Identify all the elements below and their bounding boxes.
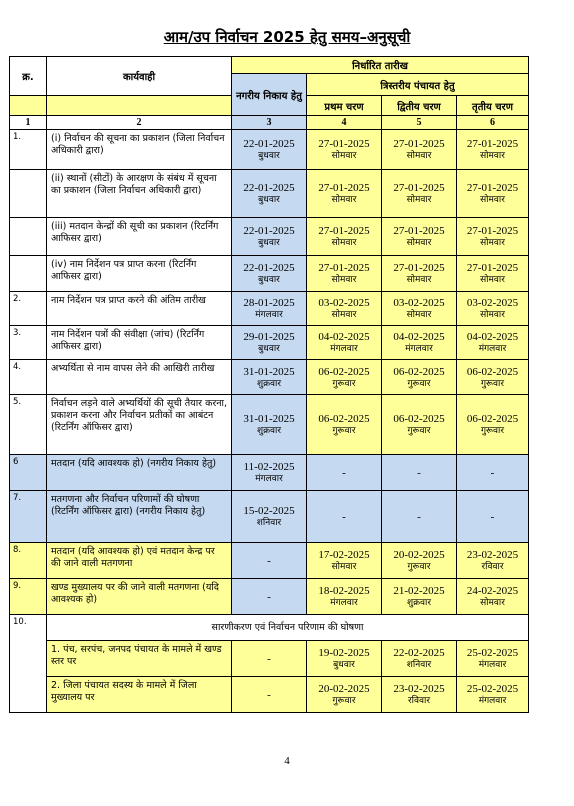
date-value: 06-02-2025 [466,365,519,378]
date-cell [382,677,457,713]
row-serial: 8. [10,543,47,579]
date-cell [382,130,457,170]
date-value: 27-01-2025 [466,262,519,274]
weekday: गुरूवार [407,377,431,388]
date-value: 04-02-2025 [318,331,370,343]
column-number: 6 [457,116,529,130]
weekday: सोमवार [480,274,505,284]
weekday: सोमवार [406,150,432,160]
section-10-heading: सारणीकरण एवं निर्वाचन परिणाम की घोषणा [47,615,529,641]
table-row [10,491,529,543]
row-action: नाम निर्देशन पत्रों की संवीक्षा (जांच) (रिटर्निंग आफिसर द्वारा) [47,326,232,360]
row-action: 2. जिला पंचायत सदस्य के मामले में जिला मुख्यालय पर [47,677,232,713]
weekday: शुक्रवार [256,377,282,388]
date-cell [307,395,382,455]
weekday: शुक्रवार [406,597,432,607]
page-number: 4 [284,755,290,767]
weekday: बुधवार [258,237,280,247]
date-cell [382,641,457,677]
row-serial: 6 [10,455,47,491]
weekday: शुक्रवार [256,425,282,435]
date-cell [382,218,457,256]
date-value: 27-01-2025 [318,182,370,194]
date-cell [382,543,457,579]
date-value: 29-01-2025 [243,331,295,343]
date-value: 22-01-2025 [243,225,295,237]
date-cell [457,256,529,292]
weekday: सोमवार [331,274,357,284]
date-cell [307,130,382,170]
weekday: शनिवार [256,517,282,527]
date-cell [457,641,529,677]
date-value: 03-02-2025 [393,297,445,309]
weekday: सोमवार [406,274,432,284]
row-serial: 5. [10,395,47,455]
row-serial [10,170,47,218]
date-cell [232,641,307,677]
date-cell [307,677,382,713]
row-action: खण्ड मुख्यालय पर की जाने वाली मतगणना (यदि आवश्यक हो) [47,579,232,615]
date-value: - [490,510,495,523]
date-value: - [342,510,346,523]
row-action: मतगणना और निर्वाचन परिणामों की घोषणा (रिटर्निंग ऑफिसर द्वारा) (नगरीय निकाय हेतु) [47,491,232,543]
table-row [10,292,529,326]
row-action: (iii) मतदान केन्द्रों की सूची का प्रकाशन (रिटर्निंग आफिसर द्वारा) [47,218,232,256]
column-number: 4 [307,116,382,130]
row-action: (i) निर्वाचन की सूचना का प्रकाशन (जिला निर्वाचन अधिकारी द्वारा) [47,130,232,170]
row-action: निर्वाचन लड़ने वाले अभ्यर्थियों की सूची तैयार करना, प्रकाशन करना और निर्वाचन प्रतीकों का आबंटन (रिटर्निंग ऑफिसर द्वारा) [47,395,232,455]
date-cell [232,455,307,491]
row-action: 1. पंच, सरपंच, जनपद पंचायत के मामले में खण्ड स्तर पर [47,641,232,677]
date-cell [232,218,307,256]
row-action: (ii) स्थानों (सीटों) के आरक्षण के संबंध में सूचना का प्रकाशन (जिला निर्वाचन अधिकारी द्वारा) [47,170,232,218]
row-serial: 7. [10,491,47,543]
date-value: 20-02-2025 [318,683,370,695]
date-value: 27-01-2025 [466,225,519,237]
weekday: बुधवार [333,659,355,669]
date-value: 22-02-2025 [393,647,445,659]
date-cell [457,218,529,256]
date-value: - [267,688,271,701]
date-cell [457,360,529,395]
weekday: रविवार [407,695,431,705]
table-row [10,395,529,455]
date-value: - [267,554,271,567]
weekday: मंगलवार [478,659,507,669]
table-row [10,256,529,292]
date-cell [307,641,382,677]
date-cell [232,326,307,360]
row-serial: 1. [10,130,47,170]
table-row [10,677,529,713]
date-value: 06-02-2025 [466,413,519,425]
date-cell [307,455,382,491]
date-cell [232,395,307,455]
row-action: अभ्यर्थिता से नाम वापस लेने की आखिरी तारीख [47,360,232,395]
weekday: शनिवार [406,659,432,669]
date-cell [307,360,382,395]
weekday: सोमवार [480,194,505,204]
date-cell [307,170,382,218]
date-cell [232,170,307,218]
date-value: 28-01-2025 [243,297,295,309]
date-cell [457,579,529,615]
row-serial: 9. [10,579,47,615]
date-cell [382,579,457,615]
date-value: 06-02-2025 [318,413,370,425]
row-action: (iv) नाम निर्देशन पत्र प्राप्त करना (रिटर्निंग आफिसर द्वारा) [47,256,232,292]
table-row [10,326,529,360]
date-cell [232,543,307,579]
date-value: 27-01-2025 [393,262,445,274]
section-10-heading-row [10,615,529,641]
date-value: 27-01-2025 [466,182,519,194]
table-row [10,130,529,170]
date-value: 27-01-2025 [393,225,445,237]
date-value: 31-01-2025 [243,365,295,378]
date-value: 23-02-2025 [466,549,519,561]
date-cell [232,130,307,170]
date-cell [307,292,382,326]
date-value: 06-02-2025 [393,413,445,425]
date-cell [382,256,457,292]
date-cell [232,491,307,543]
column-number: 5 [382,116,457,130]
weekday: गुरूवार [332,377,356,388]
date-cell [307,218,382,256]
date-value: 27-01-2025 [318,262,370,274]
date-value: 22-01-2025 [243,138,295,150]
date-value: 06-02-2025 [393,365,445,378]
date-value: - [267,652,271,665]
date-cell [457,170,529,218]
weekday: मंगलवार [255,473,283,483]
phase3-header: तृतीय चरण [457,96,529,116]
date-value: 18-02-2025 [318,585,370,597]
weekday: मंगलवार [255,309,283,319]
date-cell [307,543,382,579]
date-cell [457,292,529,326]
date-cell [232,256,307,292]
date-cell [382,395,457,455]
date-cell [307,326,382,360]
weekday: बुधवार [258,274,280,284]
date-cell [307,579,382,615]
date-cell [382,491,457,543]
weekday: सोमवार [406,194,432,204]
date-cell [382,292,457,326]
date-value: 22-01-2025 [243,182,295,194]
date-value: 03-02-2025 [466,297,519,309]
row-serial: 4. [10,360,47,395]
date-cell [382,326,457,360]
phase2-header: द्वितीय चरण [382,96,457,116]
serial-header: क्र. [10,57,47,96]
date-value: 23-02-2025 [393,683,445,695]
phase1-header: प्रथम चरण [307,96,382,116]
date-value: 04-02-2025 [466,331,519,343]
date-value: - [417,510,421,523]
date-cell [457,326,529,360]
weekday: सोमवार [480,237,505,247]
table-row [10,218,529,256]
row-action: नाम निर्देशन पत्र प्राप्त करने की अंतिम तारीख [47,292,232,326]
table-row [10,360,529,395]
date-cell [232,579,307,615]
weekday: गुरूवार [332,695,356,705]
date-cell [382,455,457,491]
weekday: गुरूवार [407,561,431,571]
weekday: बुधवार [258,150,280,160]
date-value: 27-01-2025 [318,138,370,150]
date-value: 19-02-2025 [318,647,370,659]
date-cell [457,677,529,713]
weekday: मंगलवार [405,343,433,353]
weekday: मंगलवार [478,343,507,353]
date-value: - [267,590,271,603]
date-value: 25-02-2025 [466,683,519,695]
date-value: 31-01-2025 [243,413,295,425]
date-value: - [417,466,421,479]
weekday: सोमवार [480,150,505,160]
weekday: सोमवार [331,237,357,247]
date-value: 27-01-2025 [393,182,445,194]
row-serial: 10. [10,615,47,713]
weekday: सोमवार [406,237,432,247]
date-value: 20-02-2025 [393,549,445,561]
date-cell [307,491,382,543]
date-value: 27-01-2025 [318,225,370,237]
date-value: 24-02-2025 [466,585,519,597]
date-value: 17-02-2025 [318,549,370,561]
weekday: सोमवार [480,597,505,607]
date-cell [232,360,307,395]
table-row [10,543,529,579]
weekday: मंगलवार [478,695,507,705]
panchayat-header: त्रिस्तरीय पंचायत हेतु [307,74,529,96]
action-header: कार्यवाही [47,57,232,96]
table-row [10,170,529,218]
urban-body-header: नगरीय निकाय हेतु [232,74,307,116]
column-number: 2 [47,116,232,130]
date-cell [457,543,529,579]
column-number: 1 [10,116,47,130]
scheduled-date-header: निर्धारित तारीख [232,57,529,74]
date-value: 11-02-2025 [243,461,295,473]
row-action: मतदान (यदि आवश्यक हो) एवं मतदान केन्द्र पर की जाने वाली मतगणना [47,543,232,579]
date-cell [457,491,529,543]
weekday: गुरूवार [407,425,431,435]
election-schedule-table [9,56,529,713]
weekday: सोमवार [406,309,432,319]
date-value: 21-02-2025 [393,585,445,597]
weekday: मंगलवार [330,343,358,353]
date-cell [457,455,529,491]
weekday: सोमवार [331,561,357,571]
row-serial [10,256,47,292]
date-value: 25-02-2025 [466,647,519,659]
date-cell [307,256,382,292]
date-value: 27-01-2025 [466,138,519,150]
row-action: मतदान (यदि आवश्यक हो) (नगरीय निकाय हेतु) [47,455,232,491]
weekday: सोमवार [331,150,357,160]
weekday: मंगलवार [330,597,358,607]
column-number: 3 [232,116,307,130]
date-cell [232,677,307,713]
date-value: 15-02-2025 [243,505,295,517]
table-row [10,455,529,491]
row-serial: 3. [10,326,47,360]
weekday: बुधवार [258,343,280,353]
row-serial: 2. [10,292,47,326]
date-cell [382,170,457,218]
page-title: आम/उप निर्वाचन 2025 हेतु समय–अनुसूची [163,28,411,46]
weekday: गुरूवार [480,377,505,388]
date-value: 03-02-2025 [318,297,370,309]
date-value: 22-01-2025 [243,262,295,274]
date-cell [382,360,457,395]
weekday: सोमवार [331,194,357,204]
date-value: 04-02-2025 [393,331,445,343]
weekday: गुरूवार [480,425,505,435]
table-row [10,641,529,677]
weekday: गुरूवार [332,425,356,435]
weekday: सोमवार [480,309,505,319]
table-row [10,579,529,615]
weekday: सोमवार [331,309,357,319]
date-value: - [342,466,346,479]
date-value: 06-02-2025 [318,365,370,378]
date-cell [457,130,529,170]
weekday: बुधवार [258,194,280,204]
date-value: - [490,466,495,479]
row-serial [10,218,47,256]
weekday: रविवार [481,561,504,571]
date-value: 27-01-2025 [393,138,445,150]
date-cell [232,292,307,326]
date-cell [457,395,529,455]
